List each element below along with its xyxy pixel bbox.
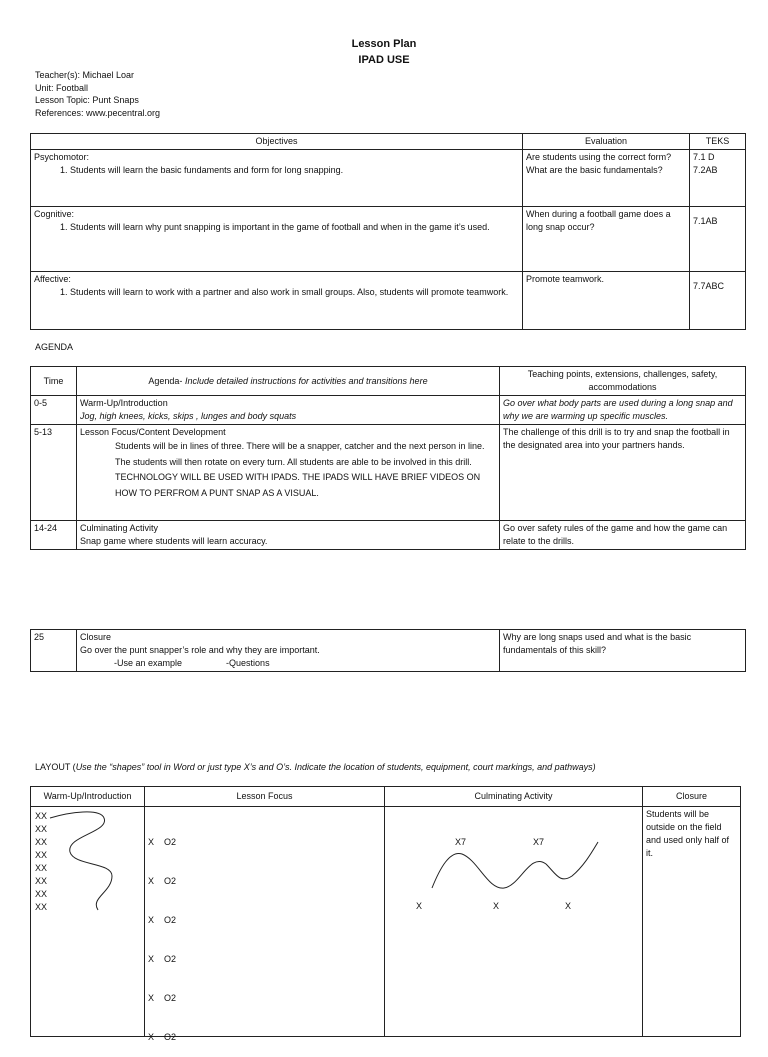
culminating-mark: X7: [455, 837, 467, 847]
objective-text: 1. Students will learn to work with a partner and also work in small groups. Also, students will promote teamwork.: [70, 286, 519, 299]
teks-header: TEKS: [690, 134, 746, 150]
table-row: [31, 207, 746, 272]
document-title: Lesson Plan: [351, 38, 417, 50]
teaching-cell: The challenge of this drill is to try and snap the football in the designated area into your partners hands.: [500, 425, 746, 521]
culminating-mark: X: [565, 901, 572, 911]
player-mark: XX: [35, 837, 48, 847]
evaluation-cell: When during a football game does a long snap occur?: [523, 207, 690, 272]
player-mark: XX: [35, 811, 48, 821]
time-cell: 25: [31, 630, 77, 672]
agenda-label: AGENDA: [35, 342, 74, 352]
table-row: [31, 521, 746, 550]
warmup-diagram-cell: [31, 807, 145, 1037]
table-row: [31, 150, 746, 207]
pair-mark: X O2: [148, 993, 177, 1003]
table-row: [31, 425, 746, 521]
player-mark: XX: [35, 889, 48, 899]
layout-header-culminating: Culminating Activity: [385, 787, 643, 807]
closure-layout-text: Students will be outside on the field and used only half of it.: [643, 807, 741, 1037]
layout-label: [35, 761, 596, 774]
culminating-diagram-cell: [385, 807, 643, 1037]
agenda-header-prefix: Agenda-: [148, 375, 185, 386]
player-mark: XX: [35, 876, 48, 886]
table-row: [31, 396, 746, 425]
evaluation-header: Evaluation: [523, 134, 690, 150]
culminating-mark: X7: [533, 837, 545, 847]
layout-header-closure: Closure: [643, 787, 741, 807]
teaching-cell: Go over what body parts are used during a long snap and why we are warming up specific muscles.: [500, 396, 746, 425]
activity-detail: Jog, high knees, kicks, skips , lunges and body squats: [80, 411, 297, 421]
objectives-table: [30, 133, 746, 330]
time-cell: 0-5: [31, 396, 77, 425]
agenda-table: [30, 366, 746, 550]
table-row: [31, 630, 746, 672]
activity-title: Lesson Focus/Content Development: [80, 427, 226, 437]
player-mark: XX: [35, 824, 48, 834]
pair-mark: X O2: [148, 837, 177, 847]
unit-line: Unit: Football: [35, 82, 89, 93]
focus-diagram-cell: [145, 807, 385, 1037]
closure-title: Closure: [80, 632, 112, 642]
player-mark: XX: [35, 863, 48, 873]
objectives-header: Objectives: [31, 134, 523, 150]
objective-domain: Affective:: [34, 274, 71, 284]
objective-domain: Cognitive:: [34, 209, 75, 219]
teks-code: 7.7ABC: [693, 281, 725, 291]
references-line: References: www.pecentral.org: [35, 107, 161, 118]
time-cell: 5-13: [31, 425, 77, 521]
evaluation-cell: Promote teamwork.: [523, 272, 690, 330]
teaching-cell: Go over safety rules of the game and how the game can relate to the drills.: [500, 521, 746, 550]
closure-table: [30, 629, 746, 672]
activity-title: Warm-Up/Introduction: [80, 398, 168, 408]
culminating-mark: X: [416, 901, 423, 911]
closure-line: Go over the punt snapper’s role and why they are important.: [80, 645, 320, 655]
time-cell: 14-24: [31, 521, 77, 550]
layout-header-warmup: Warm-Up/Introduction: [31, 787, 145, 807]
closure-bullet: -Questions: [226, 658, 270, 668]
layout-label-note: Use the “shapes” tool in Word or just type X’s and O’s. Indicate the location of students, equipment, court markings, and pathways): [75, 762, 596, 772]
activity-detail: Students will be in lines of three. There will be a snapper, catcher and the next person in line. The students will then rotate on every turn. All students are able to be involved in this drill. TECHNOLOGY WILL BE USED WITH IPADS. THE IPADS WILL HAVE BRIEF VIDEOS ON HOW TO PERFROM A PUNT SNAP AS A VISUAL.: [115, 441, 485, 498]
pair-mark: X O2: [148, 1032, 177, 1042]
warmup-marks: [35, 810, 47, 914]
teks-code: 7.2AB: [693, 165, 718, 175]
topic-line: Lesson Topic: Punt Snaps: [35, 95, 139, 105]
closure-bullet: -Use an example: [114, 658, 183, 668]
objective-text: 1. Students will learn the basic fundaments and form for long snapping.: [70, 164, 519, 177]
objective-text: 1. Students will learn why punt snapping is important in the game of football and when in the game it’s used.: [70, 221, 519, 234]
layout-header-focus: Lesson Focus: [145, 787, 385, 807]
focus-marks: [148, 810, 176, 1057]
layout-table: [30, 786, 741, 1037]
teks-code: 7.1 D: [693, 152, 715, 162]
player-mark: XX: [35, 850, 48, 860]
document-subtitle: IPAD USE: [358, 54, 410, 66]
agenda-header: [77, 367, 500, 396]
player-mark: XX: [35, 902, 48, 912]
activity-title: Culminating Activity: [80, 523, 159, 533]
objective-domain: Psychomotor:: [34, 152, 90, 162]
layout-label-prefix: LAYOUT (: [35, 762, 76, 772]
pair-mark: X O2: [148, 915, 177, 925]
agenda-header-note: Include detailed instructions for activities and transitions here: [184, 375, 428, 386]
culminating-mark: X: [493, 901, 500, 911]
teaching-header: Teaching points, extensions, challenges, safety, accommodations: [500, 367, 746, 396]
evaluation-cell: Are students using the correct form? What are the basic fundamentals?: [523, 150, 690, 207]
teaching-cell: Why are long snaps used and what is the basic fundamentals of this skill?: [500, 630, 746, 672]
time-header: Time: [31, 367, 77, 396]
activity-detail: Snap game where students will learn accuracy.: [80, 536, 268, 546]
teacher-line: Teacher(s): Michael Loar: [35, 70, 135, 80]
pair-mark: X O2: [148, 876, 177, 886]
pair-mark: X O2: [148, 954, 177, 964]
table-row: [31, 272, 746, 330]
teks-code: 7.1AB: [693, 216, 718, 226]
